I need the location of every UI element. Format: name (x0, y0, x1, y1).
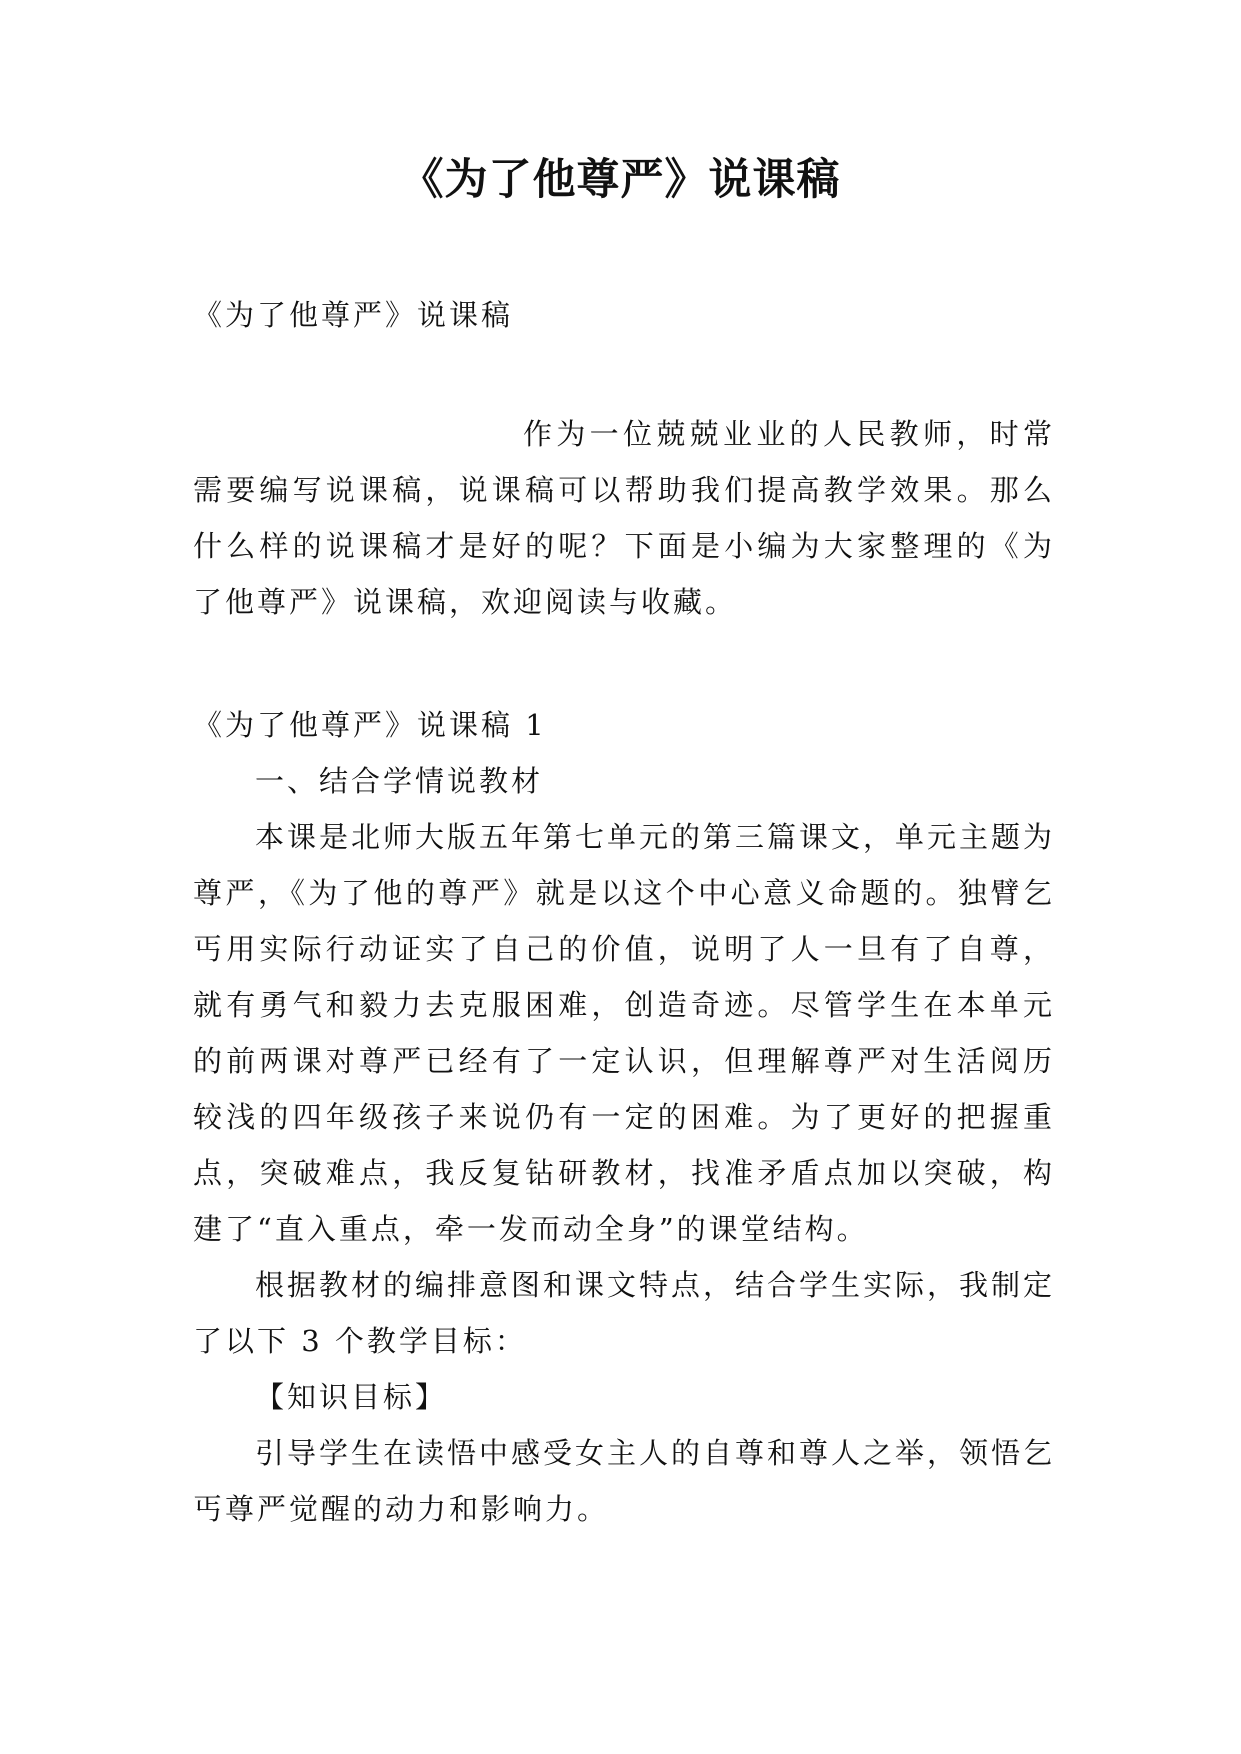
paragraph-teaching-goals: 根据教材的编排意图和课文特点，结合学生实际，我制定了以下 3 个教学目标： (193, 1268, 1056, 1358)
document-subtitle: 《为了他尊严》说课稿 (193, 298, 514, 332)
paragraph-textbook-analysis: 本课是北师大版五年第七单元的第三篇课文，单元主题为尊严，《为了他的尊严》就是以这个中心意义命题的。独臂乞丐用实际行动证实了自己的价值，说明了人一旦有了自尊，就有勇气和毅力去克服困难，创造奇迹。尽管学生在本单元的前两课对尊严已经有了一定认识，但理解尊严对生活阅历较浅的四年级孩子来说仍有一定的困难。为了更好的把握重点，突破难点，我反复钻研教材，找准矛盾点加以突破，构建了“直入重点，牵一发而动全身”的课堂结构。 (193, 820, 1056, 1246)
section-heading-materials: 一、结合学情说教材 (255, 764, 544, 798)
intro-paragraph: 作为一位兢兢业业的人民教师，时常需要编写说课稿，说课稿可以帮助我们提高教学效果。那么什么样的说课稿才是好的呢？下面是小编为大家整理的《为了他尊严》说课稿，欢迎阅读与收藏。 (193, 417, 1055, 619)
document-title: 《为了他尊严》说课稿 (400, 155, 841, 205)
lesson-section (193, 697, 1055, 1537)
paragraph-knowledge-goal: 引导学生在读悟中感受女主人的自尊和尊人之举，领悟乞丐尊严觉醒的动力和影响力。 (193, 1436, 1056, 1526)
section-title: 《为了他尊严》说课稿 1 (193, 708, 547, 742)
section-heading-knowledge-goal: 【知识目标】 (255, 1380, 448, 1414)
